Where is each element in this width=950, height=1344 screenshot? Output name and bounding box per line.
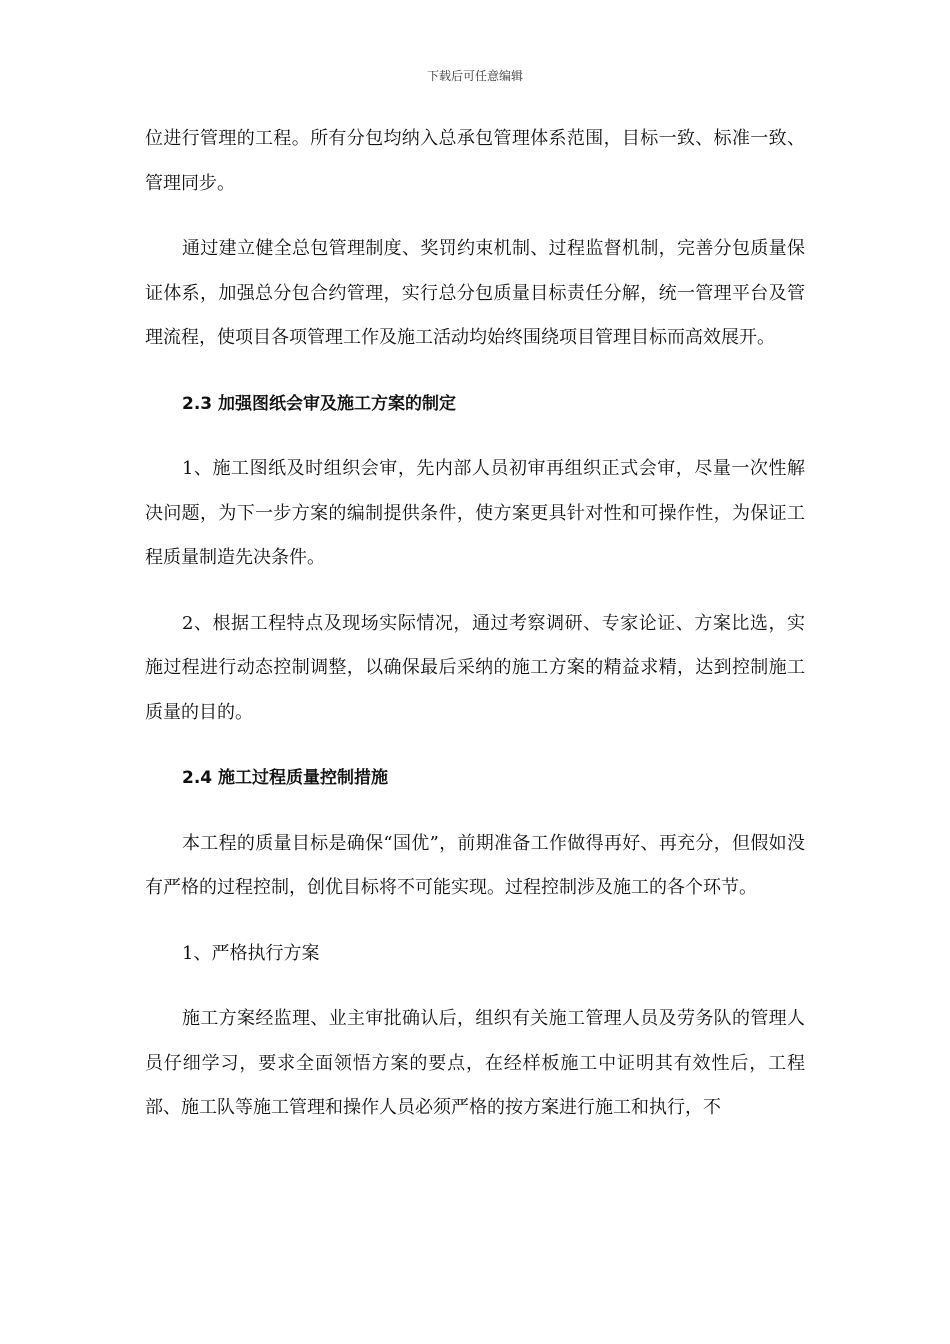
- paragraph-construction-plan: 2、根据工程特点及现场实际情况，通过考察调研、专家论证、方案比选，实施过程进行动态控制调整，以确保最后采纳的施工方案的精益求精，达到控制施工质量的目的。: [145, 612, 805, 723]
- page-header-note: 下载后可任意编辑: [426, 69, 523, 83]
- paragraph-quality-goal: 本工程的质量目标是确保“国优”，前期准备工作做得再好、再充分，但假如没有严格的过程控制，创优目标将不可能实现。过程控制涉及施工的各个环节。: [145, 832, 805, 898]
- paragraph-plan-execution: 施工方案经监理、业主审批确认后，组织有关施工管理人员及劳务队的管理人员仔细学习，要求全面领悟方案的要点，在经样板施工中证明其有效性后，工程部、施工队等施工管理和操作人员必须严格的按方案进行施工和执行，不: [145, 1008, 805, 1118]
- section-heading-2-4: 2.4 施工过程质量控制措施: [182, 768, 389, 788]
- paragraph-drawing-review: 1、施工图纸及时组织会审，先内部人员初审再组织正式会审，尽量一次性解决问题，为下一步方案的编制提供条件，使方案更具针对性和可操作性，为保证工程质量制造先决条件。: [145, 458, 805, 568]
- document-body: [145, 117, 805, 1152]
- paragraph-continuation: 位进行管理的工程。所有分包均纳入总承包管理体系范围，目标一致、标准一致、管理同步。: [145, 128, 805, 194]
- section-heading-2-3: 2.3 加强图纸会审及施工方案的制定: [182, 393, 457, 414]
- paragraph-management-system: 通过建立健全总包管理制度、奖罚约束机制、过程监督机制，完善分包质量保证体系，加强总分包合约管理，实行总分包质量目标责任分解，统一管理平台及管理流程，使项目各项管理工作及施工活动均始终围绕项目管理目标而高效展开。: [145, 238, 805, 348]
- list-item-strict-execution: 1、严格执行方案: [182, 942, 320, 964]
